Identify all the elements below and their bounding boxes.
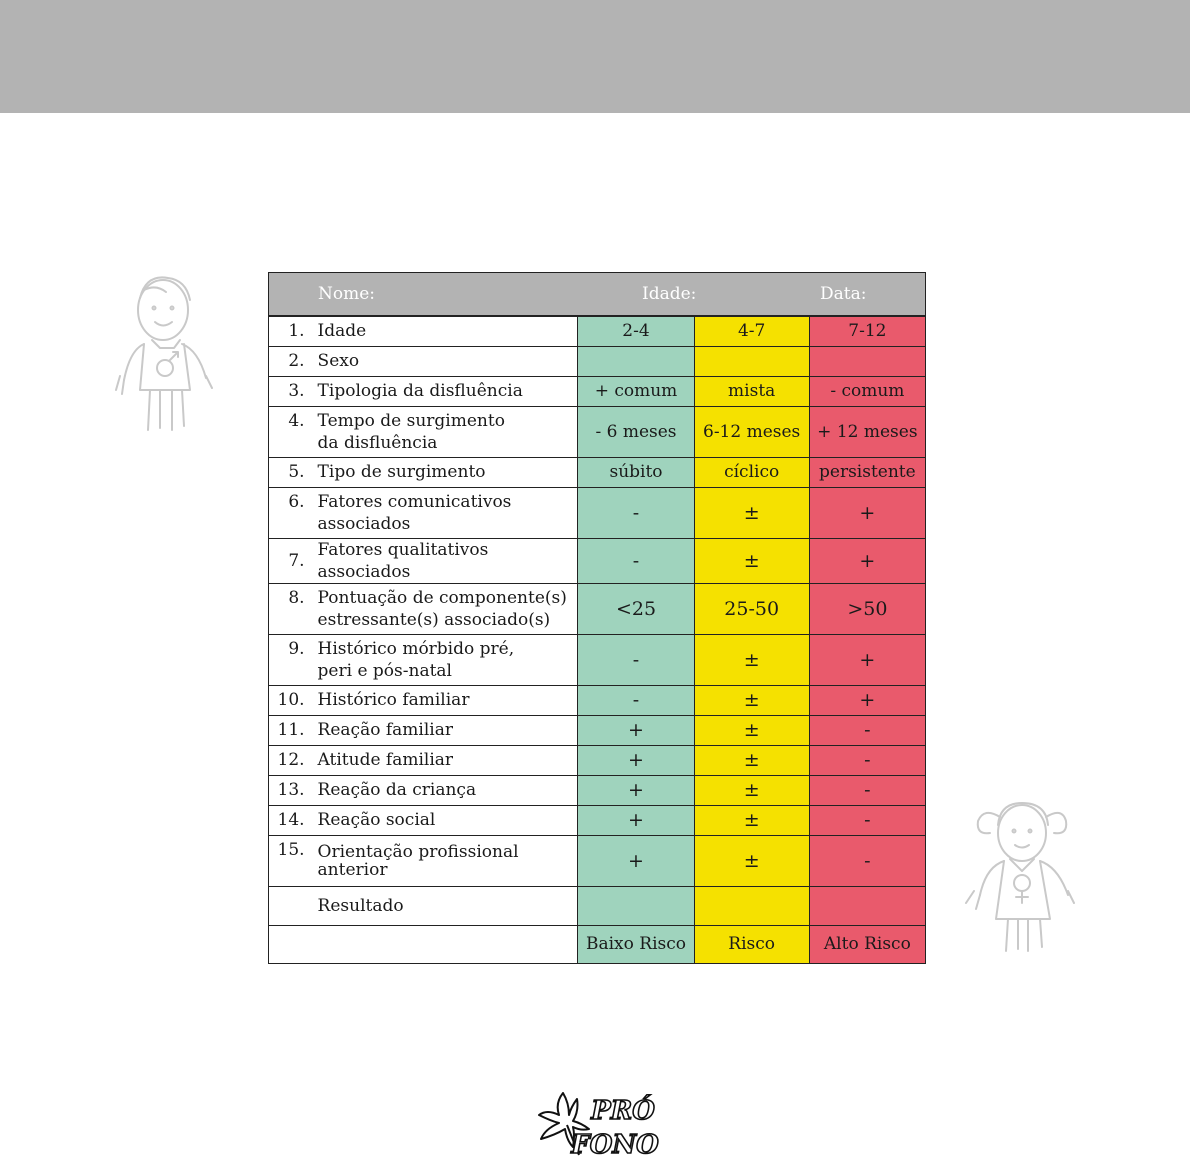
row-label: Fatores qualitativos associados	[311, 538, 578, 583]
high-risk-cell: 7-12	[809, 316, 925, 346]
name-label: Nome:	[318, 284, 376, 304]
row-number: 15.	[269, 835, 311, 886]
risk-cell: 4-7	[694, 316, 809, 346]
risk-cell: ±	[694, 685, 809, 715]
low-risk-cell: +	[578, 715, 694, 745]
row-number: 6.	[269, 487, 311, 538]
low-risk-cell: + comum	[578, 376, 694, 406]
result-number	[269, 886, 311, 925]
high-risk-cell: -	[809, 745, 925, 775]
row-number: 2.	[269, 346, 311, 376]
low-risk-cell: 2-4	[578, 316, 694, 346]
table-row	[269, 835, 926, 886]
risk-cell: ±	[694, 805, 809, 835]
top-gray-band	[0, 0, 1190, 113]
pro-fono-logo	[533, 1085, 663, 1159]
risk-cell: ±	[694, 835, 809, 886]
logo-line2: FONO	[571, 1130, 659, 1159]
row-label: Reação da criança	[311, 775, 578, 805]
table-row	[269, 775, 926, 805]
low-risk-cell: - 6 meses	[578, 406, 694, 457]
table-header	[269, 273, 926, 317]
table-row	[269, 376, 926, 406]
risk-cell: ±	[694, 538, 809, 583]
row-label: Pontuação de componente(s) estressante(s) associado(s)	[311, 583, 578, 634]
row-number: 5.	[269, 457, 311, 487]
high-risk-cell: -	[809, 835, 925, 886]
legend-high-risk: Alto Risco	[809, 925, 925, 963]
risk-cell: ±	[694, 634, 809, 685]
table-row	[269, 316, 926, 346]
risk-cell: ±	[694, 775, 809, 805]
high-risk-cell: - comum	[809, 376, 925, 406]
low-risk-cell: +	[578, 775, 694, 805]
high-risk-cell: -	[809, 715, 925, 745]
risk-assessment-table	[268, 272, 926, 964]
row-label: Tipo de surgimento	[311, 457, 578, 487]
high-risk-cell: >50	[809, 583, 925, 634]
row-number: 11.	[269, 715, 311, 745]
result-label: Resultado	[311, 886, 578, 925]
row-number: 8.	[269, 583, 311, 634]
high-risk-cell: + 12 meses	[809, 406, 925, 457]
legend-row	[269, 925, 926, 963]
row-number: 1.	[269, 316, 311, 346]
legend-risk: Risco	[694, 925, 809, 963]
low-risk-cell: +	[578, 805, 694, 835]
row-number: 4.	[269, 406, 311, 457]
high-risk-cell: +	[809, 538, 925, 583]
table-row	[269, 457, 926, 487]
row-number: 7.	[269, 538, 311, 583]
row-number: 9.	[269, 634, 311, 685]
low-risk-cell: -	[578, 634, 694, 685]
table-row	[269, 346, 926, 376]
legend-low-risk: Baixo Risco	[578, 925, 694, 963]
high-risk-cell	[809, 346, 925, 376]
table-row	[269, 634, 926, 685]
row-label: Reação familiar	[311, 715, 578, 745]
logo-line1: PRÓ	[591, 1096, 655, 1126]
low-risk-cell: <25	[578, 583, 694, 634]
table-row	[269, 538, 926, 583]
high-risk-cell: +	[809, 634, 925, 685]
low-risk-cell: +	[578, 835, 694, 886]
risk-cell: mista	[694, 376, 809, 406]
row-label: Atitude familiar	[311, 745, 578, 775]
high-risk-cell: +	[809, 685, 925, 715]
row-label: Tempo de surgimento da disfluência	[311, 406, 578, 457]
row-label: Sexo	[311, 346, 578, 376]
low-risk-cell: -	[578, 487, 694, 538]
table-row	[269, 583, 926, 634]
risk-cell	[694, 346, 809, 376]
row-number: 14.	[269, 805, 311, 835]
row-number: 13.	[269, 775, 311, 805]
table-row	[269, 745, 926, 775]
table-row	[269, 715, 926, 745]
date-label: Data:	[820, 284, 867, 304]
age-label: Idade:	[642, 284, 697, 304]
girl-illustration	[960, 795, 1080, 955]
boy-illustration	[110, 270, 215, 435]
row-number: 12.	[269, 745, 311, 775]
low-risk-cell: -	[578, 685, 694, 715]
risk-cell: ±	[694, 745, 809, 775]
table-row	[269, 487, 926, 538]
row-label: Tipologia da disfluência	[311, 376, 578, 406]
row-label: Fatores comunicativos associados	[311, 487, 578, 538]
risk-cell: ±	[694, 487, 809, 538]
row-label: Orientação profissional anterior	[311, 835, 578, 886]
result-high-cell[interactable]	[809, 886, 925, 925]
high-risk-cell: -	[809, 775, 925, 805]
low-risk-cell: +	[578, 745, 694, 775]
table-row	[269, 406, 926, 457]
risk-cell: ±	[694, 715, 809, 745]
high-risk-cell: persistente	[809, 457, 925, 487]
result-mid-cell[interactable]	[694, 886, 809, 925]
row-number: 10.	[269, 685, 311, 715]
row-number: 3.	[269, 376, 311, 406]
result-low-cell[interactable]	[578, 886, 694, 925]
low-risk-cell: -	[578, 538, 694, 583]
row-label: Histórico mórbido pré, peri e pós-natal	[311, 634, 578, 685]
high-risk-cell: +	[809, 487, 925, 538]
risk-cell: 6-12 meses	[694, 406, 809, 457]
table-row	[269, 685, 926, 715]
result-row	[269, 886, 926, 925]
risk-cell: cíclico	[694, 457, 809, 487]
table-row	[269, 805, 926, 835]
row-label: Reação social	[311, 805, 578, 835]
legend-blank	[269, 925, 578, 963]
row-label: Idade	[311, 316, 578, 346]
risk-cell: 25-50	[694, 583, 809, 634]
low-risk-cell	[578, 346, 694, 376]
row-label: Histórico familiar	[311, 685, 578, 715]
low-risk-cell: súbito	[578, 457, 694, 487]
table-header-row	[269, 273, 926, 317]
high-risk-cell: -	[809, 805, 925, 835]
